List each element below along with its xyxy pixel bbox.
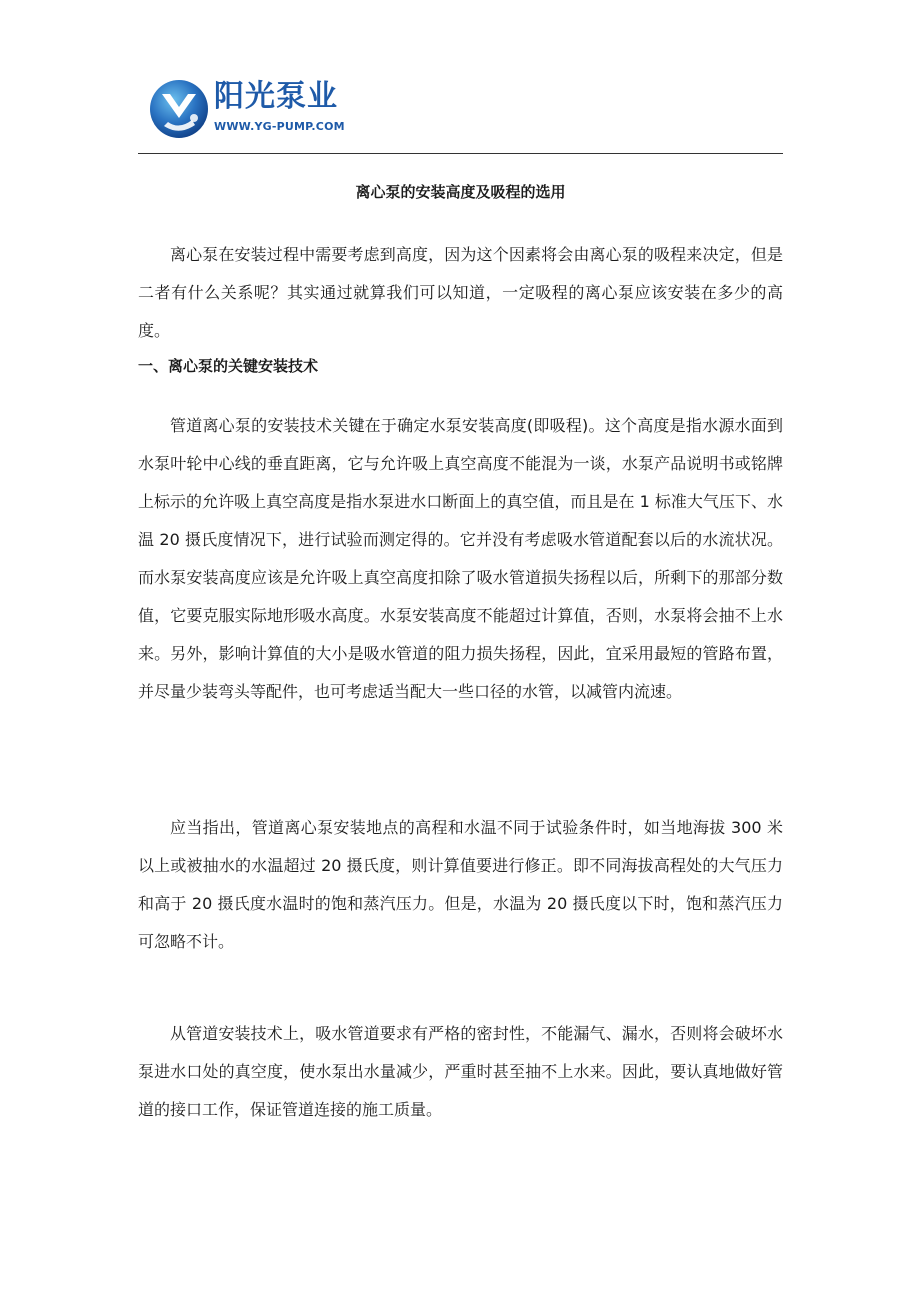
brand-name: 阳光泵业 [214, 79, 338, 114]
document-header [148, 76, 408, 142]
body-paragraph: 从管道安装技术上，吸水管道要求有严格的密封性，不能漏气、漏水，否则将会破坏水泵进水口处的真空度，使水泵出水量减少，严重时甚至抽不上水来。因此，要认真地做好管道的接口工作，保证管道连接的施工质量。 [138, 1024, 783, 1119]
intro-paragraph: 离心泵在安装过程中需要考虑到高度，因为这个因素将会由离心泵的吸程来决定，但是二者有什么关系呢？其实通过就算我们可以知道，一定吸程的离心泵应该安装在多少的高度。 [138, 245, 783, 340]
section-heading: 一、离心泵的关键安装技术 [138, 357, 319, 375]
sunshine-pump-logo-icon [148, 78, 210, 140]
body-paragraph: 管道离心泵的安装技术关键在于确定水泵安装高度(即吸程)。这个高度是指水源水面到水泵叶轮中心线的垂直距离，它与允许吸上真空高度不能混为一谈，水泵产品说明书或铭牌上标示的允许吸上真空高度是指水泵进水口断面上的真空值，而且是在 1 标准大气压下、水温 20 摄氏度情况下，进行试验而测定得的。它并没有考虑吸水管道配套以后的水流状况。而水泵安装高度应该是允许吸上真空高度扣除了吸水管道损失扬程以后，所剩下的那部分数值，它要克服实际地形吸水高度。水泵安装高度不能超过计算值，否则，水泵将会抽不上水来。另外，影响计算值的大小是吸水管道的阻力损失扬程，因此，宜采用最短的管路布置，并尽量少装弯头等配件，也可考虑适当配大一些口径的水管，以减管内流速。 [138, 416, 783, 701]
document-title: 离心泵的安装高度及吸程的选用 [355, 183, 566, 201]
brand-url: WWW.YG-PUMP.COM [214, 120, 345, 133]
body-paragraph: 应当指出，管道离心泵安装地点的高程和水温不同于试验条件时，如当地海拔 300 米以上或被抽水的水温超过 20 摄氏度，则计算值要进行修正。即不同海拔高程处的大气压力和高于 20 摄氏度水温时的饱和蒸汽压力。但是，水温为 20 摄氏度以下时，饱和蒸汽压力可忽略不计。 [138, 818, 783, 951]
header-divider [138, 153, 783, 154]
